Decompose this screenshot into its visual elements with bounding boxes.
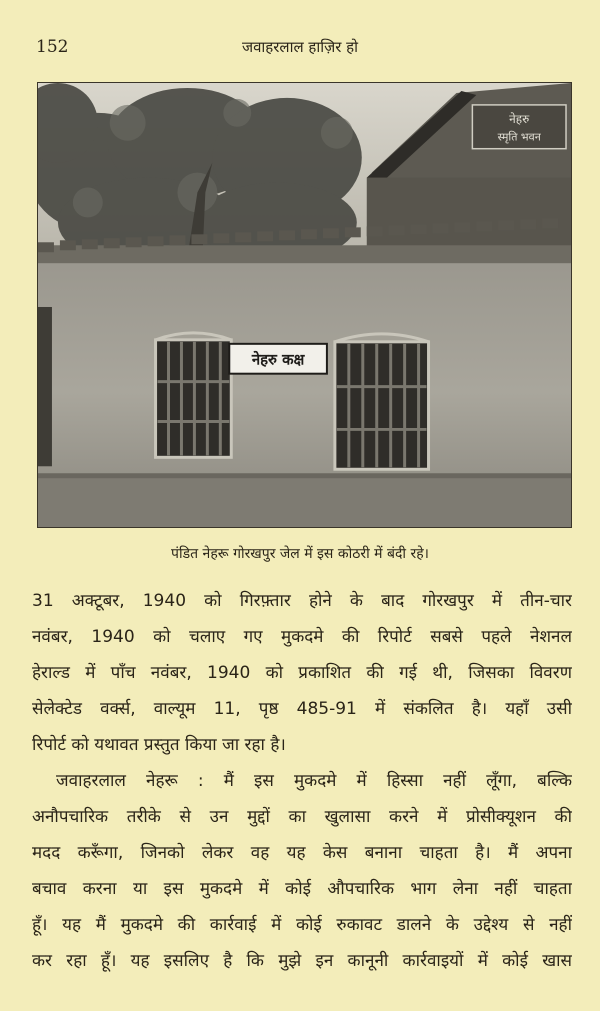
text-line: 31 अक्टूबर, 1940 को गिरफ़्तार होने के बाद गोरखपुर में तीन-चार <box>32 591 572 611</box>
text-line: बचाव करना या इस मुकदमे में कोई औपचारिक भाग लेना नहीं चाहता <box>32 879 572 899</box>
building-sign <box>472 105 566 149</box>
svg-text:नेहरु कक्ष: नेहरु कक्ष <box>251 350 305 369</box>
page-number: 152 <box>36 37 69 57</box>
text-line: रिपोर्ट को यथावत प्रस्तुत किया जा रहा है। <box>32 735 286 755</box>
body-text <box>32 583 572 979</box>
photo-illustration <box>38 83 571 527</box>
text-line: मदद करूँगा, जिनको लेकर वह यह केस बनाना चाहता है। मैं अपना <box>32 843 572 863</box>
text-line: अनौपचारिक तरीके से उन मुद्दों का खुलासा करने में प्रोसीक्यूशन की <box>32 807 572 827</box>
left-window <box>156 333 232 457</box>
running-title: जवाहरलाल हाज़िर हो <box>241 38 359 56</box>
photo-caption: पंडित नेहरू गोरखपुर जेल में इस कोठरी में बंदी रहे। <box>171 546 429 562</box>
right-window <box>335 334 429 469</box>
text-line: सेलेक्टेड वर्क्स, वाल्यूम 11, पृष्ठ 485-91 में संकलित है। यहाँ उसी <box>32 699 572 719</box>
photograph <box>37 82 572 528</box>
text-line: जवाहरलाल नेहरू : मैं इस मुकदमे में हिस्सा नहीं लूँगा, बल्कि <box>56 771 572 791</box>
text-line: हूँ। यह मैं मुकदमे की कार्रवाई में कोई रुकावट डालने के उद्देश्य से नहीं <box>32 915 572 935</box>
svg-text:स्मृति भवन: स्मृति भवन <box>497 130 541 144</box>
page-header <box>36 34 564 60</box>
svg-text:नेहरु: नेहरु <box>509 111 530 126</box>
text-line: नवंबर, 1940 को चलाए गए मुकदमे की रिपोर्ट सबसे पहले नेशनल <box>32 627 572 647</box>
text-line: कर रहा हूँ। यह इसलिए है कि मुझे इन कानूनी कार्रवाइयों में कोई खास <box>32 951 572 971</box>
wall-sign <box>229 344 327 374</box>
text-line: हेराल्ड में पाँच नवंबर, 1940 को प्रकाशित की गई थी, जिसका विवरण <box>32 663 572 683</box>
